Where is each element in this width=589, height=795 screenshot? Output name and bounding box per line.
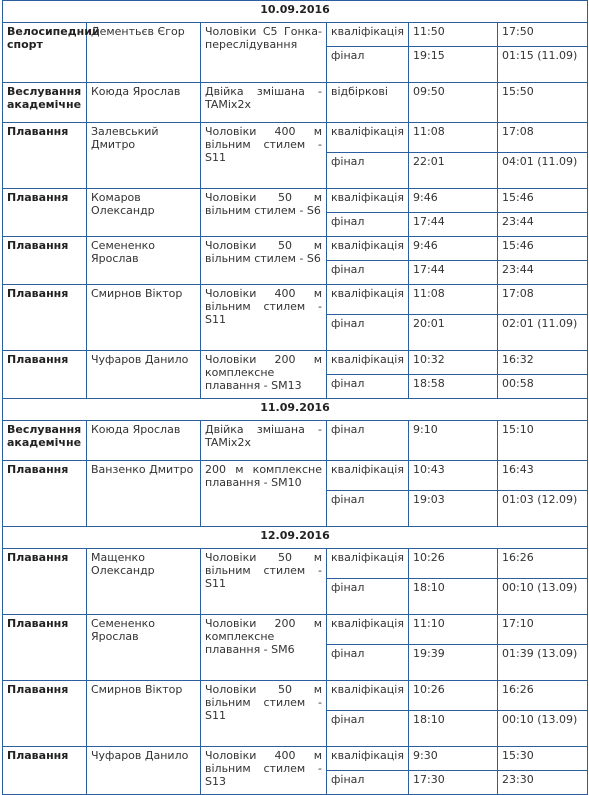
kyiv-time-cell: 17:08: [498, 285, 588, 315]
event-cell: Чоловіки 400 м вільним стилем - S11: [201, 123, 327, 189]
kyiv-time-cell: 01:03 (12.09): [498, 491, 588, 527]
event-cell: Чоловіки C5 Гонка-переслідування: [201, 23, 327, 83]
table-row: [3, 23, 588, 47]
table-row: [3, 747, 588, 771]
date-row: [3, 527, 588, 549]
kyiv-time-cell: 16:26: [498, 549, 588, 579]
kyiv-time-cell: 00:10 (13.09): [498, 579, 588, 615]
local-time-cell: 9:30: [409, 747, 498, 771]
local-time-cell: 9:46: [409, 189, 498, 213]
table-row: [3, 285, 588, 315]
local-time-cell: 18:58: [409, 375, 498, 399]
table-row: [3, 681, 588, 711]
athlete-cell: Смирнов Віктор: [87, 285, 201, 351]
local-time-cell: 19:15: [409, 47, 498, 83]
local-time-cell: 10:26: [409, 549, 498, 579]
athlete-cell: Чуфаров Данило: [87, 747, 201, 795]
sport-cell: Велосипедний спорт: [3, 23, 87, 83]
stage-cell: кваліфікація: [327, 123, 409, 153]
stage-cell: фінал: [327, 491, 409, 527]
stage-cell: фінал: [327, 213, 409, 237]
stage-cell: кваліфікація: [327, 681, 409, 711]
local-time-cell: 10:32: [409, 351, 498, 375]
table-row: [3, 615, 588, 645]
kyiv-time-cell: 23:44: [498, 261, 588, 285]
sport-cell: Плавання: [3, 351, 87, 399]
local-time-cell: 11:08: [409, 285, 498, 315]
local-time-cell: 11:08: [409, 123, 498, 153]
event-cell: Чоловіки 200 м комплексне плавання - SM13: [201, 351, 327, 399]
stage-cell: фінал: [327, 47, 409, 83]
event-cell: Чоловіки 50 м вільним стилем - S11: [201, 549, 327, 615]
event-cell: Чоловіки 50 м вільним стилем - S11: [201, 681, 327, 747]
athlete-cell: Семененко Ярослав: [87, 237, 201, 285]
kyiv-time-cell: 17:08: [498, 123, 588, 153]
athlete-cell: Залевський Дмитро: [87, 123, 201, 189]
kyiv-time-cell: 00:10 (13.09): [498, 711, 588, 747]
sport-cell: Веслування академічне: [3, 421, 87, 461]
local-time-cell: 11:10: [409, 615, 498, 645]
event-cell: Чоловіки 50 м вільним стилем - S6: [201, 237, 327, 285]
table-row: [3, 123, 588, 153]
local-time-cell: 09:50: [409, 83, 498, 123]
local-time-cell: 22:01: [409, 153, 498, 189]
kyiv-time-cell: 01:15 (11.09): [498, 47, 588, 83]
schedule-body: [3, 1, 588, 795]
event-cell: Чоловіки 400 м вільним стилем - S11: [201, 285, 327, 351]
event-cell: Чоловіки 400 м вільним стилем - S13: [201, 747, 327, 795]
stage-cell: кваліфікація: [327, 23, 409, 47]
local-time-cell: 18:10: [409, 579, 498, 615]
kyiv-time-cell: 16:32: [498, 351, 588, 375]
event-cell: Двійка змішана - TAMix2x: [201, 421, 327, 461]
kyiv-time-cell: 15:30: [498, 747, 588, 771]
stage-cell: фінал: [327, 421, 409, 461]
event-cell: 200 м комплексне плавання - SM10: [201, 461, 327, 527]
table-row: [3, 421, 588, 461]
local-time-cell: 18:10: [409, 711, 498, 747]
stage-cell: фінал: [327, 261, 409, 285]
local-time-cell: 20:01: [409, 315, 498, 351]
kyiv-time-cell: 15:50: [498, 83, 588, 123]
kyiv-time-cell: 16:26: [498, 681, 588, 711]
local-time-cell: 19:03: [409, 491, 498, 527]
athlete-cell: Семененко Ярослав: [87, 615, 201, 681]
kyiv-time-cell: 01:39 (13.09): [498, 645, 588, 681]
stage-cell: фінал: [327, 579, 409, 615]
stage-cell: кваліфікація: [327, 461, 409, 491]
table-row: [3, 83, 588, 123]
event-cell: Двійка змішана - TAMix2x: [201, 83, 327, 123]
kyiv-time-cell: 15:46: [498, 237, 588, 261]
stage-cell: кваліфікація: [327, 615, 409, 645]
local-time-cell: 17:44: [409, 213, 498, 237]
local-time-cell: 17:30: [409, 771, 498, 795]
date-row: [3, 399, 588, 421]
date-header: 11.09.2016: [3, 399, 588, 421]
kyiv-time-cell: 23:30: [498, 771, 588, 795]
sport-cell: Плавання: [3, 615, 87, 681]
local-time-cell: 11:50: [409, 23, 498, 47]
sport-cell: Веслування академічне: [3, 83, 87, 123]
athlete-cell: Мащенко Олександр: [87, 549, 201, 615]
kyiv-time-cell: 15:46: [498, 189, 588, 213]
kyiv-time-cell: 04:01 (11.09): [498, 153, 588, 189]
stage-cell: кваліфікація: [327, 549, 409, 579]
table-row: [3, 189, 588, 213]
date-row: [3, 1, 588, 23]
athlete-cell: Чуфаров Данило: [87, 351, 201, 399]
stage-cell: фінал: [327, 375, 409, 399]
local-time-cell: 19:39: [409, 645, 498, 681]
schedule-table: [2, 0, 588, 795]
athlete-cell: Коюда Ярослав: [87, 421, 201, 461]
stage-cell: фінал: [327, 315, 409, 351]
kyiv-time-cell: 00:58: [498, 375, 588, 399]
athlete-cell: Смирнов Віктор: [87, 681, 201, 747]
sport-cell: Плавання: [3, 681, 87, 747]
event-cell: Чоловіки 200 м комплексне плавання - SM6: [201, 615, 327, 681]
kyiv-time-cell: 17:10: [498, 615, 588, 645]
sport-cell: Плавання: [3, 747, 87, 795]
sport-cell: Плавання: [3, 123, 87, 189]
kyiv-time-cell: 23:44: [498, 213, 588, 237]
table-row: [3, 237, 588, 261]
kyiv-time-cell: 17:50: [498, 23, 588, 47]
local-time-cell: 17:44: [409, 261, 498, 285]
sport-cell: Плавання: [3, 189, 87, 237]
stage-cell: відбіркові: [327, 83, 409, 123]
stage-cell: фінал: [327, 645, 409, 681]
stage-cell: кваліфікація: [327, 351, 409, 375]
date-header: 10.09.2016: [3, 1, 588, 23]
local-time-cell: 10:26: [409, 681, 498, 711]
sport-cell: Плавання: [3, 549, 87, 615]
event-cell: Чоловіки 50 м вільним стилем - S6: [201, 189, 327, 237]
date-header: 12.09.2016: [3, 527, 588, 549]
stage-cell: кваліфікація: [327, 285, 409, 315]
athlete-cell: Ванзенко Дмитро: [87, 461, 201, 527]
local-time-cell: 10:43: [409, 461, 498, 491]
local-time-cell: 9:46: [409, 237, 498, 261]
stage-cell: фінал: [327, 153, 409, 189]
stage-cell: кваліфікація: [327, 747, 409, 771]
sport-cell: Плавання: [3, 237, 87, 285]
table-row: [3, 351, 588, 375]
stage-cell: фінал: [327, 771, 409, 795]
athlete-cell: Коюда Ярослав: [87, 83, 201, 123]
table-row: [3, 461, 588, 491]
sport-cell: Плавання: [3, 285, 87, 351]
stage-cell: кваліфікація: [327, 189, 409, 213]
athlete-cell: Дементьєв Єгор: [87, 23, 201, 83]
stage-cell: кваліфікація: [327, 237, 409, 261]
kyiv-time-cell: 16:43: [498, 461, 588, 491]
sport-cell: Плавання: [3, 461, 87, 527]
athlete-cell: Комаров Олександр: [87, 189, 201, 237]
kyiv-time-cell: 15:10: [498, 421, 588, 461]
table-row: [3, 549, 588, 579]
local-time-cell: 9:10: [409, 421, 498, 461]
kyiv-time-cell: 02:01 (11.09): [498, 315, 588, 351]
stage-cell: фінал: [327, 711, 409, 747]
